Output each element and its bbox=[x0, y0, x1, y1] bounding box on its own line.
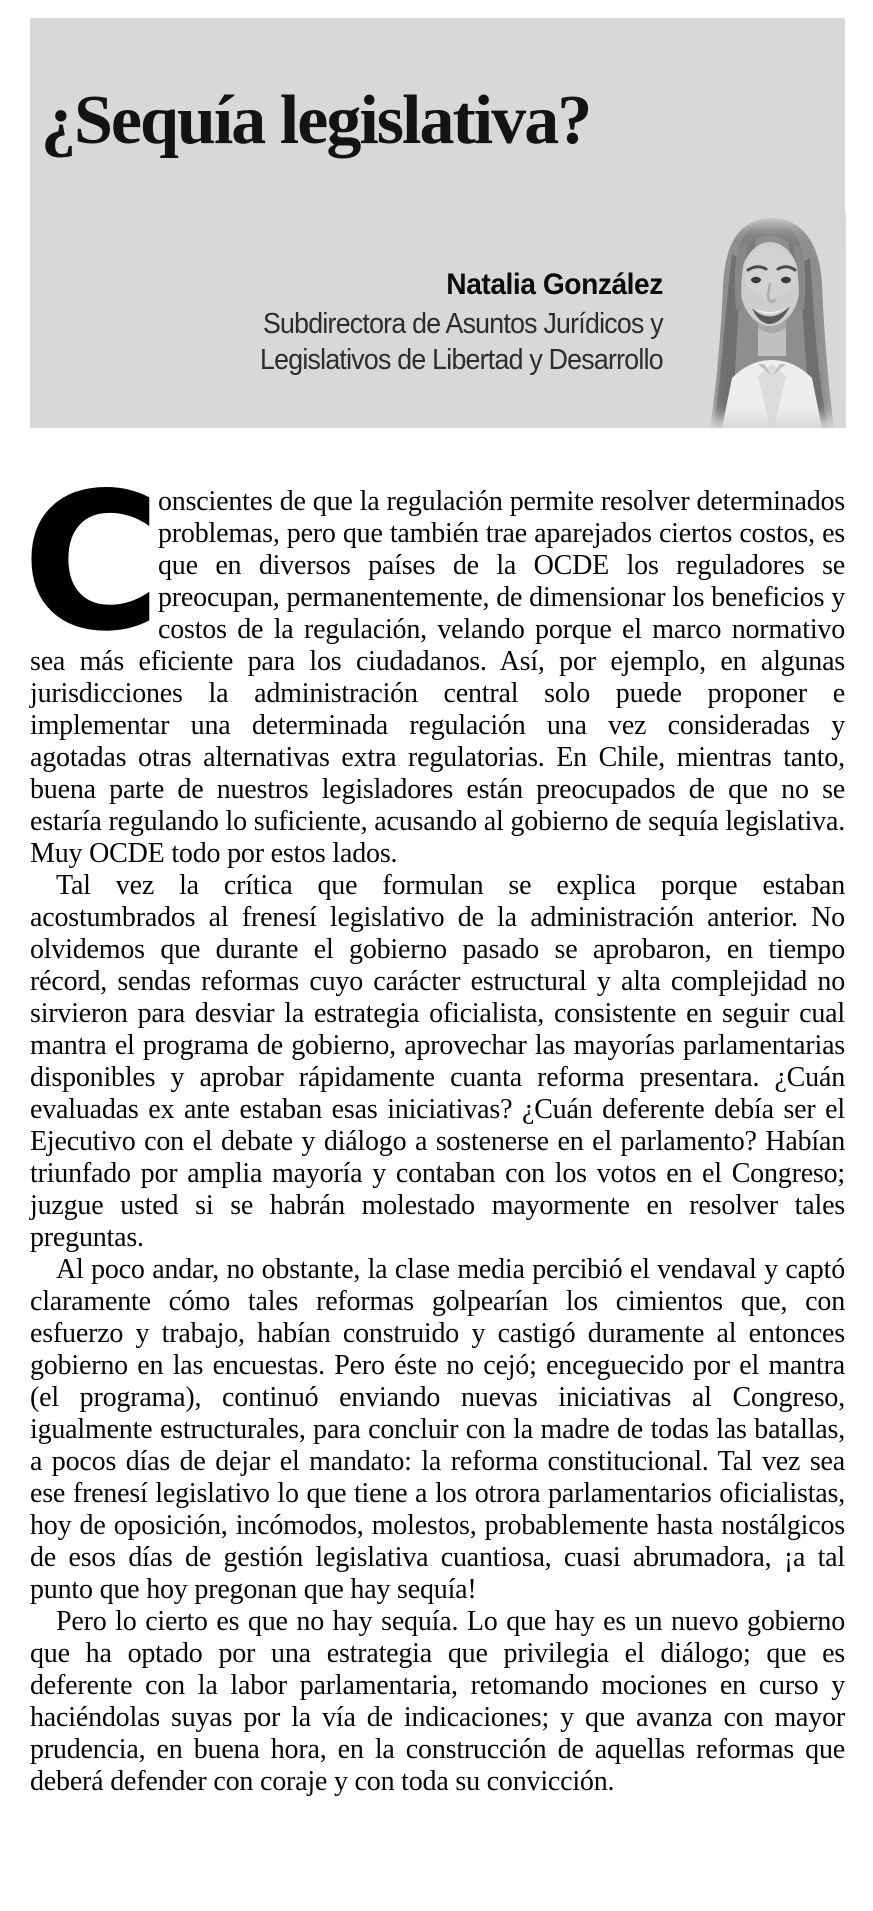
author-photo bbox=[698, 214, 846, 428]
drop-cap: C bbox=[22, 452, 162, 673]
paragraph: Pero lo cierto es que no hay sequía. Lo que hay es un nuevo gobierno que ha optado por una estrategia que privilegia el diálogo; que es deferente con la labor parlamentaria, retomando mociones en curso y haciéndolas suyas por la vía de indicaciones; y que avanza con mayor prudencia, en buena hora, en la construcción de aquellas reformas que deberá defender con coraje y con toda su convicción. bbox=[30, 1606, 845, 1797]
lead-paragraph-text: onscientes de que la regulación permite resolver determinados problemas, pero que también trae aparejados ciertos costos, es que en diversos países de la OCDE los reguladores se preocupan, permanentemente, de dimensionar los beneficios y costos de la regulación, velando porque el marco normativo sea más eficiente para los ciudadanos. Así, por ejemplo, en algunas jurisdicciones la administración central solo puede proponer e implementar una determinada regulación una vez consideradas y agotadas otras alternativas extra regulatorias. En Chile, mientras tanto, buena parte de nuestros legisladores están preocupados de que no se estaría regulando lo suficiente, acusando al gobierno de sequía legislativa. Muy OCDE todo por estos lados. bbox=[30, 486, 845, 869]
author-role-line-2: Legislativos de Libertad y Desarrollo bbox=[260, 344, 663, 376]
author-roles bbox=[260, 306, 663, 378]
paragraph: Tal vez la crítica que formulan se explica porque estaban acostumbrados al frenesí legislativo de la administración anterior. No olvidemos que durante el gobierno pasado se aprobaron, en tiempo récord, sendas reformas cuyo carácter estructural y alta complejidad no sirvieron para desviar la estrategia oficialista, consistente en seguir cual mantra el programa de gobierno, aprovechar las mayorías parlamentarias disponibles y aprobar rápidamente cuanta reforma presentara. ¿Cuán evaluadas ex ante estaban esas iniciativas? ¿Cuán deferente debía ser el Ejecutivo con el debate y diálogo a sostenerse en el parlamento? Habían triunfado por amplia mayoría y contaban con los votos en el Congreso; juzgue usted si se habrán molestado mayormente en resolver tales preguntas. bbox=[30, 870, 845, 1253]
lead-paragraph bbox=[22, 452, 845, 870]
paragraph: Al poco andar, no obstante, la clase media percibió el vendaval y captó claramente cómo tales reformas golpearían los cimientos que, con esfuerzo y trabajo, habían construido y castigó duramente al entonces gobierno en las encuestas. Pero éste no cejó; enceguecido por el mantra (el programa), continuó enviando nuevas iniciativas al Congreso, igualmente estructurales, para concluir con la madre de todas las batallas, a pocos días de dejar el mandato: la reforma constitucional. Tal vez sea ese frenesí legislativo lo que tiene a los otrora parlamentarios oficialistas, hoy de oposición, incómodos, molestos, probablemente hasta nostálgicos de esos días de gestión legislativa cuantiosa, cuasi abrumadora, ¡a tal punto que hoy pregonan que hay sequía! bbox=[30, 1254, 845, 1605]
byline-block bbox=[225, 268, 663, 378]
author-role-line-1: Subdirectora de Asuntos Jurídicos y bbox=[263, 308, 663, 340]
author-name: Natalia González bbox=[446, 268, 663, 301]
article-title: ¿Sequía legislativa? bbox=[41, 81, 591, 159]
article-body bbox=[22, 452, 845, 1798]
